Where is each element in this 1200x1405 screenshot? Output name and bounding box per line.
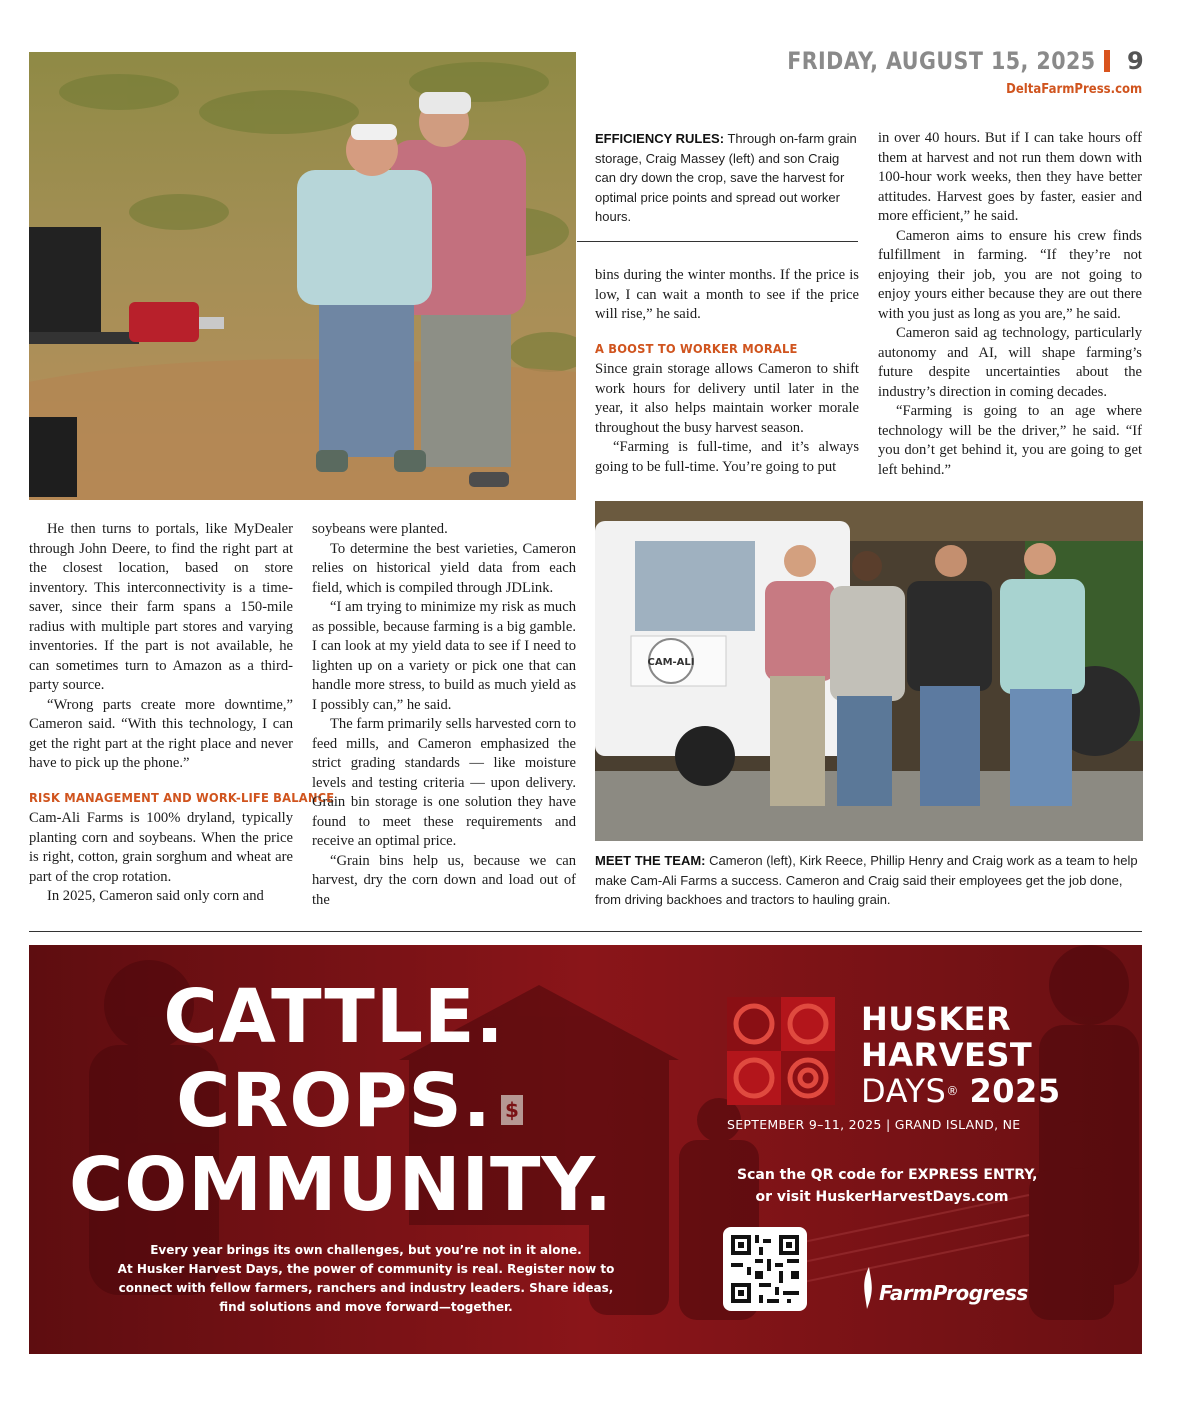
ad-headline-crops: CROPS. — [176, 1058, 492, 1144]
ad-headline-cattle: CATTLE. — [163, 974, 505, 1060]
ad-headline-community: COMMUNITY. — [69, 1142, 613, 1228]
paragraph: “I am trying to minimize my risk as much as possible, because farming is a big gamble. I can look at my yield data to see if I need to lighten up on a variety or pick one that can handle more stress, to build as much yield as I possibly can,” he said. — [312, 599, 576, 713]
ad-body-copy — [89, 1241, 643, 1317]
ad-body-line: connect with fellow farmers, ranchers and industry leaders. Share ideas, — [118, 1281, 614, 1295]
issue-date: FRIDAY, AUGUST 15, 2025 — [787, 47, 1096, 75]
paragraph: Cameron said ag technology, particularly autonomy and AI, will shape farming’s future despite uncertainties about the industry’s direction in coming decades. — [878, 325, 1142, 400]
truck-logo-text: CAM-ALI — [647, 657, 695, 668]
event-days: DAYS — [861, 1072, 947, 1110]
page-number: 9 — [1127, 47, 1144, 75]
scan-text: Scan the QR code for — [737, 1167, 909, 1183]
caption-efficiency — [595, 129, 858, 227]
subhead-risk-management: RISK MANAGEMENT AND WORK-LIFE BALANCE — [29, 789, 335, 805]
photo-cam-ali-team — [595, 501, 1143, 841]
ad-body-last: find solutions and move forward— — [219, 1300, 451, 1314]
photo-massey-father-son — [29, 52, 576, 500]
ad-body-together: together. — [450, 1300, 513, 1314]
farm-progress-wheat-icon — [855, 1263, 879, 1311]
paragraph: “Wrong parts create more downtime,” Cameron said. “With this technology, I can get the right part at the right place and never have to pick up the phone.” — [29, 696, 293, 771]
paragraph: To determine the best varieties, Cameron relies on historical yield data from each field, which is compiled through JDLink. — [312, 540, 576, 596]
ad-body-line: At Husker Harvest Days, the power of community is real. Register now to — [117, 1262, 615, 1276]
scan-qr-line — [737, 1167, 1038, 1183]
paragraph: Cam-Ali Farms is 100% dryland, typically planting corn and soybeans. When the price is right, cotton, grain sorghum and wheat are part of the crop rotation. — [29, 810, 293, 885]
event-registered-mark: ® — [946, 1084, 959, 1098]
article-column-4 — [878, 129, 1142, 480]
visit-website-line — [737, 1189, 1027, 1205]
qr-code-icon[interactable] — [723, 1227, 807, 1311]
event-title-harvest: HARVEST — [861, 1036, 1033, 1074]
website-link[interactable]: DeltaFarmPress.com — [1005, 82, 1142, 97]
article-column-2 — [312, 520, 576, 910]
visit-text: or visit — [755, 1189, 816, 1205]
event-dates-location: SEPTEMBER 9–11, 2025 | GRAND ISLAND, NE — [727, 1117, 1021, 1132]
paragraph: in over 40 hours. But if I can take hours off them at harvest and not run them down with 100-hour work weeks, then they have better attitudes. Harvest goes by faster, easier and more efficient,” he said. — [878, 130, 1142, 224]
event-year: 2025 — [969, 1072, 1061, 1110]
paragraph: bins during the winter months. If the price is low, I can wait a month to see if the price will rise,” he said. — [595, 267, 859, 322]
ad-body-line — [89, 1298, 643, 1317]
paragraph: “Grain bins help us, because we can harvest, dry the corn down and load out of the — [312, 852, 576, 908]
paragraph: Cameron aims to ensure his crew finds fulfillment in farming. “If they’re not enjoying their job, you are not going to enjoy yours either because they are out there with you just as long as you are,” he said. — [878, 227, 1142, 322]
caption-team-lead: MEET THE TEAM: — [595, 853, 706, 868]
express-entry: EXPRESS ENTRY, — [908, 1167, 1038, 1183]
paragraph: In 2025, Cameron said only corn and — [47, 888, 264, 904]
caption-efficiency-text: Through on-farm grain storage, Craig Massey (left) and son Craig can dry down the crop, save the harvest for optimal price points and spread out worker hours. — [595, 131, 857, 224]
caption-team — [595, 851, 1143, 910]
ad-sign-text: $ — [505, 1098, 519, 1122]
paragraph: “Farming is going to an age where technology will be the driver,” he said. “If you don’t get behind it, you are going to get left behind.” — [878, 403, 1142, 478]
event-title-days-line — [861, 1073, 1061, 1109]
ad-body-line: Every year brings its own challenges, but you’re not in it alone. — [150, 1243, 582, 1257]
paragraph: soybeans were planted. — [312, 521, 448, 537]
paragraph: The farm primarily sells harvested corn to feed mills, and Cameron emphasized the strict grading standards — like moisture levels and testing criteria — upon delivery. Grain bin storage is one solution they have found to meet these requirements and receive an optimal price. — [312, 716, 576, 849]
farm-progress-logo-text: FarmProgress — [879, 1281, 1028, 1305]
husker-harvest-days-logo-icon — [727, 997, 835, 1105]
caption-team-text: Cameron (left), Kirk Reece, Phillip Henry and Craig work as a team to help make Cam-Ali Farms a success. Cameron and Craig said their employees get the job done, from driving backhoes and tractors to hauling grain. — [595, 853, 1138, 907]
paragraph: Since grain storage allows Cameron to shift work hours for delivery until later in the year, it also helps maintain worker morale throughout the busy harvest season. — [595, 361, 859, 436]
paragraph: “Farming is full-time, and it’s always going to be full-time. You’re going to put — [595, 439, 859, 475]
header-divider — [1104, 50, 1110, 72]
caption-rule — [577, 241, 858, 242]
article-column-1 — [29, 520, 335, 907]
husker-website-link[interactable]: HuskerHarvestDays.com — [815, 1189, 1009, 1205]
subhead-worker-morale: A BOOST TO WORKER MORALE — [595, 340, 798, 356]
ad-separator-rule — [29, 931, 1142, 932]
event-title-husker: HUSKER — [861, 1000, 1012, 1038]
husker-harvest-days-ad[interactable] — [29, 945, 1142, 1354]
paragraph: He then turns to portals, like MyDealer through John Deere, to find the right part at the closest location, based on store inventory. This interconnectivity is a time-saver, since their farm spans a 150-mile radius with multiple part stores and varying inventories. If the part is not available, he can sometimes turn to Amazon as a third-party source. — [29, 521, 293, 693]
article-column-3 — [595, 266, 859, 477]
caption-efficiency-lead: EFFICIENCY RULES: — [595, 131, 725, 146]
